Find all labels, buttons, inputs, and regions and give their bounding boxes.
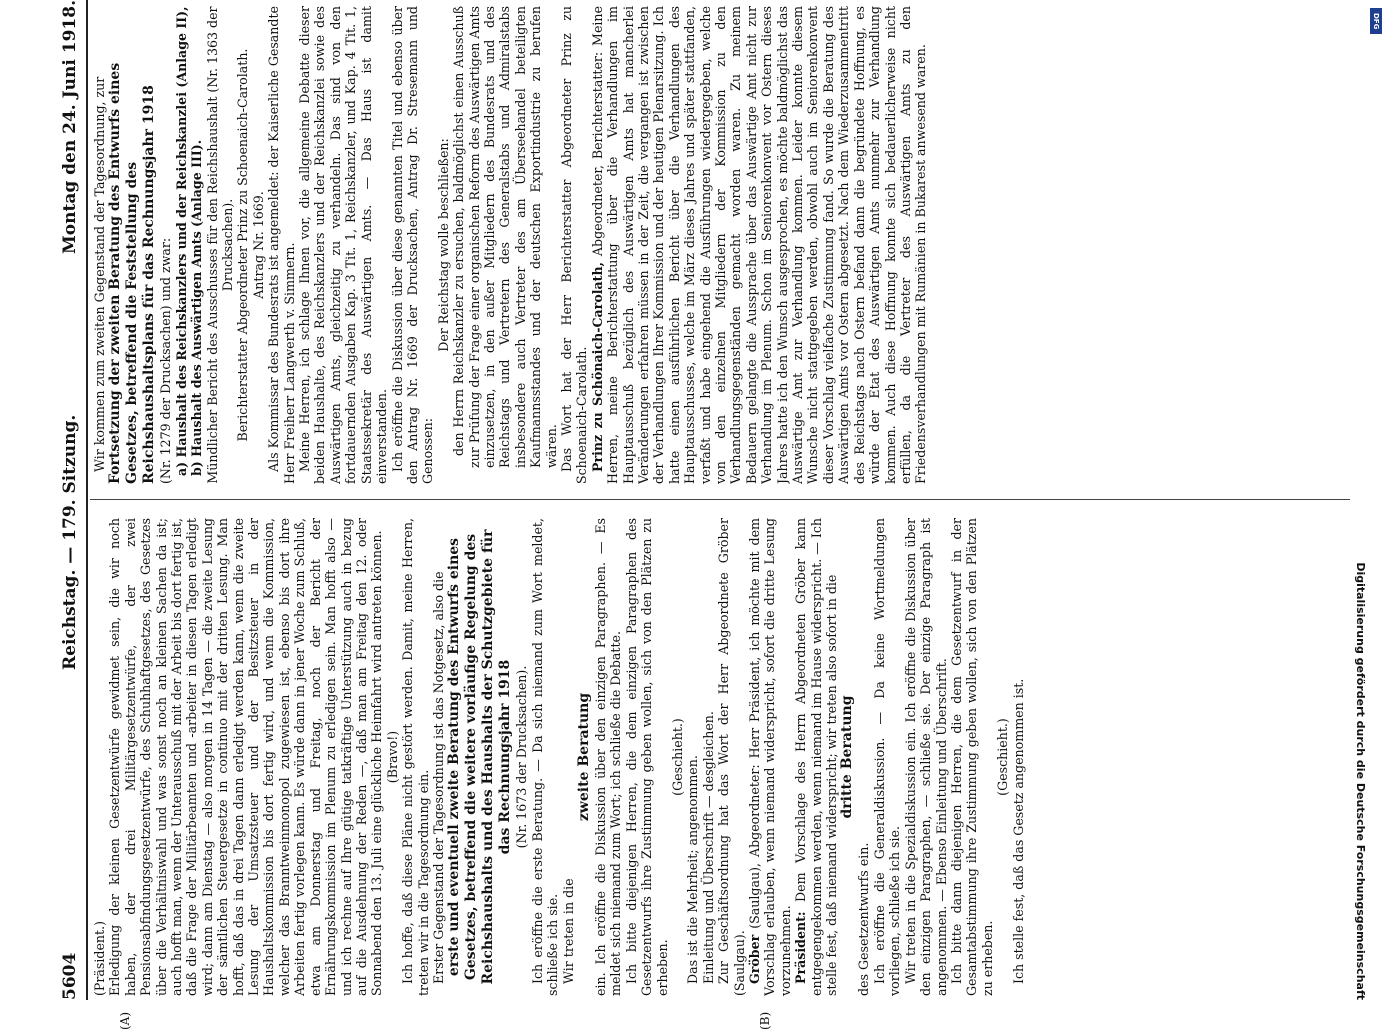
digitization-credit [1348, 0, 1378, 1000]
speaker-name: Prinz zu Schönaich-Carolath, [589, 261, 605, 472]
speaker-label: (Präsident.) [92, 920, 107, 996]
paragraph: Einleitung und Überschrift — desgleichen. [700, 711, 716, 984]
speech-paragraph [793, 518, 839, 996]
paragraph: Erledigung der kleinen Gesetzentwürfe gewidmet sein, die wir noch haben, der drei Militärgesetzentwürfe, der zwei Pensionsabfindungsgesetzentwürfe, des Schuhhaftgesetzes, des Gesetzes über die Verhältniswahl und was sonst noch an kleinen Sachen da ist; auch hofft man, wenn der Unterausschuß mit der Arbeit bis dort fertig ist, daß die Frage der Militärbeamten und -arbeiter in diesen Tagen erledigt wird; dann am Dienstag — also morgen in 14 Tagen — die zweite Lesung der sämtlichen Steuergesetze in continuo mit der dritten Lesung. Man hofft, daß das in drei Tagen dann erledigt werden kann, wenn die zweite Lesung der Umsatzsteuer und der Besitzsteuer in der Haushaltskommission bis dort fertig wird, und wenn die Kommission, welcher das Branntweinmonopol zugewiesen ist, ebenso bis dort ihre Arbeiten fertig vorlegen kann. Es würde dann in jener Woche zum Schluß, etwa am Donnerstag und Freitag, noch der Bericht der Ernährungskommission im Plenum zu erledigen sein. Man hofft also — und ich rechne auf Ihre gütige tatkräftige Unterstützung auch in bezug auf die Ausdehnung der Reden —, daß man am Freitag den 12. oder Sonnabend den 13. Juli eine glückliche Heimfahrt wird antreten können. [107, 518, 385, 996]
rotated-page [58, 0, 1358, 1030]
agenda-heading: erste und eventuell zweite Beratung des Entwurfs eines Gesetzes, betreffend die weitere vorläufige Regelung des Reichshaushalts und des Haushalts der Schutzgebiete für das Rechnungsjahr 1918 [446, 529, 514, 985]
paragraph: ein. Ich eröffne die Diskussion über den einzigen Paragraphen. — Es meldet sich niemand zum Wort; ich schließe die Debatte. [592, 518, 624, 996]
speaker-name: Gröber [747, 934, 763, 984]
speech-text: Dem Vorschlage des Herrn Abgeordneten Gröber kann entgegengekommen werden, wenn niemand im Hause widerspricht. — Ich stelle fest, daß niemand widerspricht; wir treten also sofort in die [793, 518, 840, 996]
interjection: (Geschieht.) [995, 718, 1011, 796]
speaker-name: Präsident: [793, 911, 809, 984]
header-center: Reichstag. — 179. Sitzung. [60, 414, 80, 670]
section-heading: zweite Beratung [575, 692, 592, 822]
motion-note: Antrag Nr. 1669. [250, 191, 266, 299]
agenda-item-b: b) Haushalt des Auswärtigen Amts (Anlage III). [189, 139, 205, 476]
margin-mark-a: (A) [118, 1011, 132, 1030]
paragraph: Der Reichstag wolle beschließen: [435, 138, 451, 352]
paragraph: Ich bitte dann diejenigen Herren, die dem Gesetzentwurf in der Gesamtabstimmung ihre Zustimmung geben wollen, sich von den Plätzen zu erheben. [948, 518, 995, 996]
dfg-logo: DFG [1370, 8, 1382, 34]
right-column [92, 6, 1347, 484]
speech-paragraph [747, 518, 793, 996]
speech-text: (Saulgau), Abgeordneter: Herr Präsident, ich möchte mit dem Vorschlag erlauben, wenn niemand widerspricht, sofort die dritte Lesung vorzunehmen. [747, 518, 793, 996]
section-heading: dritte Beratung [839, 695, 856, 819]
credit-text: Digitalisierung gefördert durch die Deutsche Forschungsgemeinschaft [1354, 562, 1367, 1000]
left-column [92, 518, 1347, 996]
agenda-reference: (Nr. 1279 der Drucksachen) und zwar: [158, 237, 174, 484]
speech-text: Abgeordneter, Berichterstatter: Meine Herren, meine Berichterstattung über die Verhandlungen im Hauptausschuß bezüglich des Auswärtigen Amts hat mancherlei Veränderungen erfahren müssen in der Zeit, die vergangen ist zwischen der Verhandlungen Ihrer Kommission und der heutigen Plenarsitzung. Ich hatte einen ausführlichen Bericht über die Verhandlungen des Hauptausschusses, welche im März dieses Jahres und später stattfanden, verfaßt und habe eingehend die Ausführungen wiedergegeben, welche von den einzelnen Mitgliedern der Kommission zu den Verhandlungsgegenständen gemacht worden waren. Zu meinem Bedauern gelangte die Aussprache über das Auswärtige Amt nicht zur Verhandlung im Plenum. Schon im Seniorenkonvent vor Ostern dieses Jahres hatte ich den Wunsch ausgesprochen, es möchte baldmöglichst das Auswärtige Amt zur Verhandlung kommen. Leider konnte diesem Wunsche nicht stattgegeben werden, obwohl auch im Seniorenkonvent dieser Vorschlag vielfache Zustimmung fand. So wurde die Beratung des Auswärtigen Amts vor Ostern abgesetzt. Nach dem Wiederzusammentritt des Reichstags nach Ostern befand dann die begründete Hoffnung, es würde der Etat des Auswärtigen Amts nunmehr zur Verhandlung kommen. Auch diese Hoffnung konnte sich bedauerlicherweise nicht erfüllen, da die Vertreter des Auswärtigen Amts zu den Friedensverhandlungen mit Rumänien in Bukarest anwesend waren. [589, 6, 929, 484]
interjection: (Bravo!) [384, 730, 400, 784]
paragraph: Ich hoffe, daß diese Pläne nicht gestört werden. Damit, meine Herren, treten wir in die Tagesordnung ein. [400, 518, 431, 996]
paragraph: Ich stelle fest, daß das Gesetz angenommen ist. [1010, 678, 1026, 984]
paragraph: Ich eröffne die Generaldiskussion. — Da keine Wortmeldungen vorliegen, schließe ich sie. [871, 518, 903, 996]
header-rule [86, 0, 88, 1000]
page-number: 5604 [60, 952, 80, 1000]
paragraph: Das Wort hat der Herr Berichterstatter Abgeordneter Prinz zu Schoenaich-Carolath. [558, 6, 590, 484]
interjection: (Geschieht.) [670, 718, 685, 796]
reporter-note: Berichterstatter Abgeordneter Prinz zu Schoenaich-Carolath. [235, 48, 251, 442]
paragraph: Das ist die Mehrheit; angenommen. [685, 755, 701, 984]
paragraph: des Gesetzentwurfs ein. [856, 842, 872, 996]
paragraph: Ich bitte diejenigen Herren, die dem einzigen Paragraphen des Gesetzentwurfs ihre Zustimmung geben wollen, sich von den Plätzen zu erheben. [623, 518, 670, 996]
paragraph: Ich eröffne die Diskussion über diese genannten Titel und ebenso über den Antrag Nr. 1669 der Drucksachen, Antrag Dr. Stresemann und Genossen: [389, 6, 436, 484]
agenda-reference: (Nr. 1673 der Drucksachen). [514, 665, 530, 849]
paragraph: Zur Geschäftsordnung hat das Wort der Herr Abgeordnete Gröber (Saulgau). [716, 518, 747, 996]
margin-mark-b: (B) [758, 1011, 772, 1030]
page-header [58, 0, 82, 1000]
report-note: Mündlicher Bericht des Ausschusses für den Reichshaushalt (Nr. 1363 der Drucksachen). [204, 6, 236, 484]
paragraph: Wir treten in die Spezialdiskussion ein. Ich eröffne die Diskussion über den einzigen Paragraphen, — schließe sie. Der einzige Paragraph ist angenommen. — Ebenso Einleitung und Überschrift. [902, 518, 949, 996]
paragraph: Wir kommen zum zweiten Gegenstand der Tagesordnung, zur [92, 76, 107, 472]
header-date: Montag den 24. Juni 1918. [60, 0, 80, 255]
paragraph: Ich eröffne die erste Beratung. — Da sich niemand zum Wort meldet, schließe ich sie. [529, 518, 561, 996]
paragraph: Als Kommissar des Bundesrats ist angemeldet: der Kaiserliche Gesandte Herr Freiherr Langwerth v. Simmern. [266, 6, 297, 484]
motion-text: den Herrn Reichskanzler zu ersuchen, baldmöglichst einen Ausschuß zur Prüfung der Frage einer organischen Reform des Auswärtigen Amts einzusetzen, in den außer Mitgliedern des Bundesrats und des Reichstags und Vertretern des Generalstabs und Admiralstabs insbesondere auch Vertreter des am Überseehandel beteiligten Kaufmannsstandes und der deutschen Exportindustrie zu berufen wären. [451, 6, 559, 468]
paragraph: Meine Herren, ich schlage Ihnen vor, die allgemeine Debatte dieser beiden Haushalte, des Reichskanzlers und der Reichskanzlei sowie des Auswärtigen Amts, gleichzeitig zu verhandeln. Das sind von den fortdauernden Ausgaben Kap. 3 Tit. 1, Reichskanzler, und Kap. 4 Tit. 1, Staatssekretär des Auswärtigen Amts. — Das Haus ist damit einverstanden. [297, 6, 390, 484]
paragraph: Erster Gegenstand der Tagesordnung ist das Notgesetz, also die [430, 571, 446, 984]
column-divider [90, 499, 1350, 500]
agenda-item-a: a) Haushalt des Reichskanzlers und der Reichskanzlei (Anlage II), [173, 6, 189, 476]
paragraph: Wir treten in die [560, 878, 576, 984]
agenda-heading: Fortsetzung der zweiten Beratung des Entwurfs eines Gesetzes, betreffend die Feststellung des Reichshaushaltsplans für das Rechnungsjahr 1918 [107, 62, 158, 484]
speech-paragraph [590, 6, 929, 484]
